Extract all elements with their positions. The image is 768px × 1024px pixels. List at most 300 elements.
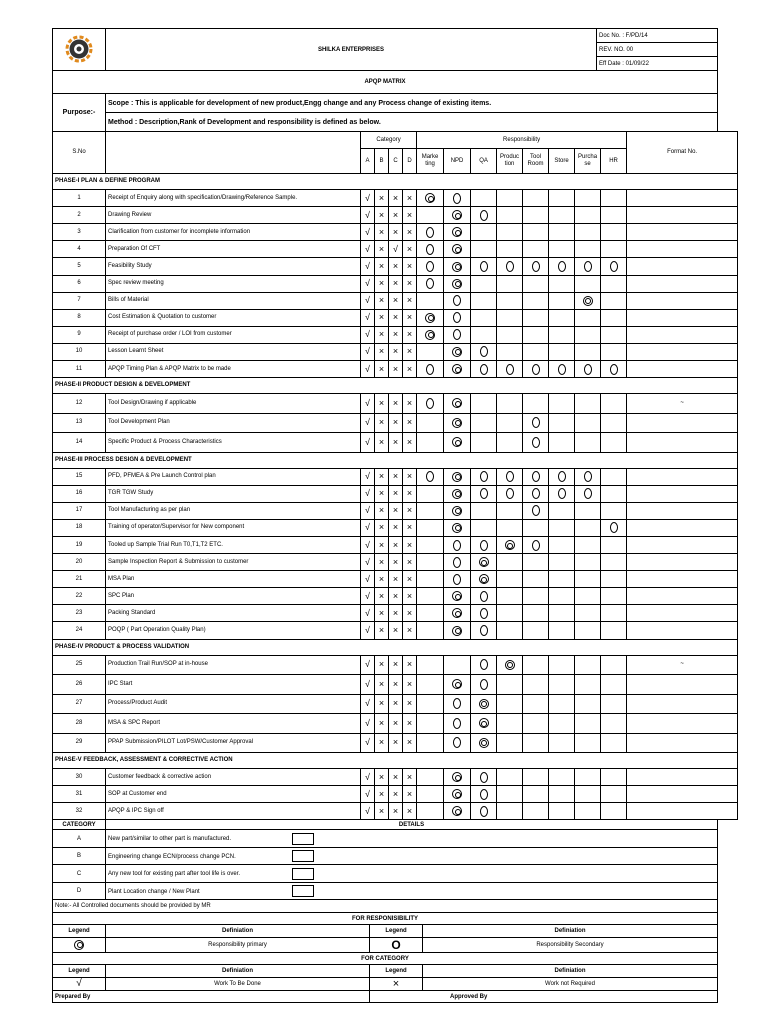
responsibility-cell (549, 394, 575, 414)
responsibility-cell (444, 733, 471, 753)
category-mark: × (389, 588, 403, 605)
activity-description: TGR TGW Study (106, 485, 361, 502)
category-mark: × (375, 468, 389, 485)
secondary-responsibility-icon (426, 364, 434, 375)
format-number: ~ (627, 394, 738, 414)
responsibility-cell (549, 433, 575, 453)
row-number: 3 (53, 224, 106, 241)
secondary-responsibility-icon (480, 346, 488, 357)
row-number: 30 (53, 769, 106, 786)
responsibility-cell (444, 190, 471, 207)
phase-row (53, 174, 738, 190)
responsibility-cell (601, 733, 627, 753)
responsibility-cell (497, 803, 523, 820)
responsibility-cell (523, 468, 549, 485)
category-mark: × (389, 519, 403, 536)
responsibility-cell (497, 675, 523, 695)
responsibility-cell (471, 468, 497, 485)
responsibility-cell (575, 694, 601, 714)
responsibility-cell (549, 241, 575, 258)
responsibility-cell (497, 207, 523, 224)
responsibility-cell (601, 485, 627, 502)
secondary-responsibility-icon (480, 772, 488, 783)
format-number (627, 190, 738, 207)
category-mark: × (403, 519, 417, 536)
table-row (53, 413, 738, 433)
primary-responsibility-icon (452, 227, 462, 237)
secondary-responsibility-icon (558, 364, 566, 375)
category-mark: × (375, 326, 389, 343)
secondary-responsibility-icon (610, 261, 618, 272)
responsibility-cell (444, 485, 471, 502)
responsibility-cell (601, 343, 627, 360)
responsibility-cell (601, 224, 627, 241)
category-mark: × (403, 786, 417, 803)
row-number: 2 (53, 207, 106, 224)
category-mark: × (389, 361, 403, 378)
primary-responsibility-icon (452, 772, 462, 782)
responsibility-cell (444, 275, 471, 292)
sno-header: S.No (53, 132, 106, 174)
secondary-responsibility-icon (480, 608, 488, 619)
table-row (53, 190, 738, 207)
responsibility-cell (601, 207, 627, 224)
category-mark: × (375, 714, 389, 734)
role-col-0: Marke ting (417, 149, 444, 174)
responsibility-cell (575, 519, 601, 536)
responsibility-cell (417, 733, 444, 753)
responsibility-cell (601, 803, 627, 820)
category-mark: √ (361, 571, 375, 588)
category-mark: × (403, 554, 417, 571)
category-mark: × (403, 675, 417, 695)
responsibility-cell (471, 361, 497, 378)
category-mark: × (375, 769, 389, 786)
category-mark: × (375, 485, 389, 502)
category-mark: × (389, 190, 403, 207)
category-mark: × (403, 502, 417, 519)
category-mark: √ (361, 694, 375, 714)
primary-responsibility-icon (452, 608, 462, 618)
responsibility-cell (601, 258, 627, 275)
category-mark: × (375, 394, 389, 414)
responsibility-cell (444, 224, 471, 241)
secondary-responsibility-icon (480, 364, 488, 375)
secondary-responsibility-icon (453, 574, 461, 585)
responsibility-cell (523, 241, 549, 258)
responsibility-cell (497, 292, 523, 309)
responsibility-cell (575, 361, 601, 378)
responsibility-cell (444, 413, 471, 433)
category-mark: √ (361, 519, 375, 536)
responsibility-cell (523, 433, 549, 453)
responsibility-cell (575, 588, 601, 605)
table-row (53, 292, 738, 309)
approved-by: Approved By (370, 990, 718, 1003)
responsibility-cell (575, 786, 601, 803)
responsibility-cell (575, 675, 601, 695)
category-mark: × (389, 485, 403, 502)
responsibility-cell (471, 622, 497, 639)
responsibility-cell (549, 694, 575, 714)
responsibility-cell (444, 786, 471, 803)
role-col-1: NPD (444, 149, 471, 174)
secondary-responsibility-icon (480, 488, 488, 499)
responsibility-cell (549, 554, 575, 571)
activity-description: Process/Product Audit (106, 694, 361, 714)
secondary-responsibility-icon (584, 364, 592, 375)
secondary-responsibility-icon (480, 625, 488, 636)
responsibility-cell (444, 655, 471, 675)
secondary-responsibility-icon (584, 488, 592, 499)
responsibility-cell (523, 326, 549, 343)
responsibility-cell (444, 309, 471, 326)
category-mark: × (389, 655, 403, 675)
responsibility-cell (497, 485, 523, 502)
category-mark: √ (361, 275, 375, 292)
responsibility-cell (549, 588, 575, 605)
category-mark: × (375, 675, 389, 695)
responsibility-cell (444, 588, 471, 605)
category-mark: × (375, 786, 389, 803)
category-mark: √ (361, 622, 375, 639)
secondary-responsibility-icon (453, 540, 461, 551)
category-mark: × (403, 769, 417, 786)
responsibility-cell (575, 468, 601, 485)
row-number: 12 (53, 394, 106, 414)
responsibility-cell (575, 571, 601, 588)
format-number: ~ (627, 655, 738, 675)
phase-title: PHASE-I PLAN & DEFINE PROGRAM (53, 174, 738, 190)
responsibility-cell (549, 605, 575, 622)
responsibility-cell (601, 675, 627, 695)
table-row (53, 361, 738, 378)
row-number: 14 (53, 433, 106, 453)
category-col-b: B (375, 149, 389, 174)
responsibility-cell (497, 502, 523, 519)
note-text: Note:- All Controlled documents should be provided by MR (53, 900, 718, 913)
revision-number: REV. NO. 00 (597, 43, 718, 57)
definition-header: Definiation (423, 965, 718, 978)
category-mark: × (389, 537, 403, 554)
responsibility-cell (471, 241, 497, 258)
category-mark: √ (361, 292, 375, 309)
responsibility-cell (444, 537, 471, 554)
responsibility-cell (549, 258, 575, 275)
responsibility-cell (497, 413, 523, 433)
responsibility-cell (471, 733, 497, 753)
category-mark: × (389, 343, 403, 360)
role-col-3: Produc tion (497, 149, 523, 174)
responsibility-cell (601, 694, 627, 714)
responsibility-cell (417, 275, 444, 292)
responsibility-cell (471, 343, 497, 360)
format-number (627, 803, 738, 820)
category-mark: × (375, 224, 389, 241)
primary-responsibility-icon (479, 574, 489, 584)
responsibility-cell (575, 537, 601, 554)
secondary-responsibility-icon (480, 659, 488, 670)
category-detail (106, 865, 718, 883)
row-number: 32 (53, 803, 106, 820)
responsibility-cell (417, 361, 444, 378)
responsibility-cell (575, 803, 601, 820)
primary-responsibility-icon (583, 296, 593, 306)
responsibility-cell (549, 571, 575, 588)
format-number (627, 769, 738, 786)
responsibility-cell (417, 571, 444, 588)
responsibility-cell (444, 769, 471, 786)
responsibility-cell (417, 675, 444, 695)
category-mark: × (403, 326, 417, 343)
category-row (53, 865, 718, 883)
category-mark: √ (361, 394, 375, 414)
row-number: 6 (53, 275, 106, 292)
responsibility-cell (417, 394, 444, 414)
responsibility-cell (575, 769, 601, 786)
category-mark: × (403, 588, 417, 605)
responsibility-cell (575, 554, 601, 571)
purpose-label: Purpose:- (53, 94, 106, 132)
activity-description: Spec review meeting (106, 275, 361, 292)
responsibility-cell (471, 413, 497, 433)
responsibility-cell (497, 258, 523, 275)
role-col-2: QA (471, 149, 497, 174)
primary-responsibility-icon (452, 679, 462, 689)
category-text: Engineering change ECN/process change PCN. (108, 853, 236, 860)
responsibility-cell (523, 655, 549, 675)
activity-description: APQP & IPC Sign off (106, 803, 361, 820)
responsibility-cell (471, 433, 497, 453)
responsibility-cell (497, 361, 523, 378)
company-logo (53, 29, 106, 71)
responsibility-cell (417, 190, 444, 207)
format-number (627, 413, 738, 433)
table-row (53, 769, 738, 786)
responsibility-cell (601, 326, 627, 343)
category-mark: × (375, 622, 389, 639)
responsibility-cell (471, 394, 497, 414)
responsibility-cell (601, 190, 627, 207)
responsibility-cell (497, 394, 523, 414)
primary-responsibility-icon (452, 789, 462, 799)
category-mark: × (389, 694, 403, 714)
responsibility-cell (549, 275, 575, 292)
table-row (53, 326, 738, 343)
responsibility-cell (523, 803, 549, 820)
row-number: 21 (53, 571, 106, 588)
category-col-d: D (403, 149, 417, 174)
table-row (53, 537, 738, 554)
activity-description: Tool Design/Drawing if applicable (106, 394, 361, 414)
table-row (53, 343, 738, 360)
table-row (53, 694, 738, 714)
responsibility-cell (549, 413, 575, 433)
responsibility-cell (549, 292, 575, 309)
format-number (627, 588, 738, 605)
responsibility-cell (497, 655, 523, 675)
apqp-document (52, 28, 717, 1003)
category-mark: × (389, 413, 403, 433)
category-checkbox[interactable] (292, 868, 314, 880)
activity-description: Receipt of Enquiry along with specification/Drawing/Reference Sample. (106, 190, 361, 207)
category-mark: × (403, 309, 417, 326)
category-mark: × (389, 394, 403, 414)
secondary-responsibility-icon (532, 505, 540, 516)
responsibility-cell (417, 343, 444, 360)
category-table (52, 819, 718, 900)
primary-responsibility-icon (479, 738, 489, 748)
category-mark: × (375, 241, 389, 258)
category-mark: √ (361, 588, 375, 605)
prepared-by: Prepared By (53, 990, 370, 1003)
responsibility-cell (601, 554, 627, 571)
activity-description: Tooled up Sample Trial Run T0,T1,T2 ETC. (106, 537, 361, 554)
responsibility-cell (523, 394, 549, 414)
category-mark: × (389, 275, 403, 292)
responsibility-cell (523, 485, 549, 502)
responsibility-cell (497, 309, 523, 326)
role-col-6: Purcha se (575, 149, 601, 174)
secondary-responsibility-icon (532, 417, 540, 428)
table-row (53, 675, 738, 695)
category-mark: × (375, 190, 389, 207)
category-row (53, 830, 718, 848)
responsibility-cell (523, 258, 549, 275)
secondary-responsibility-icon (610, 522, 618, 533)
primary-responsibility-icon (452, 437, 462, 447)
legend-header: Legend (53, 925, 106, 938)
category-mark: × (375, 519, 389, 536)
activity-description: PFD, PFMEA & Pre Launch Control plan (106, 468, 361, 485)
responsibility-cell (417, 241, 444, 258)
category-row (53, 847, 718, 865)
category-checkbox[interactable] (292, 833, 314, 845)
responsibility-cell (417, 622, 444, 639)
primary-responsibility-icon (452, 364, 462, 374)
secondary-responsibility-icon (532, 540, 540, 551)
category-mark: √ (361, 485, 375, 502)
responsibility-cell (471, 326, 497, 343)
category-mark: × (403, 485, 417, 502)
responsibility-cell (471, 519, 497, 536)
category-col-a: A (361, 149, 375, 174)
primary-responsibility-icon (479, 718, 489, 728)
responsibility-cell (444, 519, 471, 536)
responsibility-cell (417, 326, 444, 343)
row-number: 26 (53, 675, 106, 695)
category-mark: √ (361, 207, 375, 224)
responsibility-cell (471, 571, 497, 588)
format-number (627, 605, 738, 622)
double-circle-icon (74, 940, 84, 950)
table-row (53, 258, 738, 275)
responsibility-cell (601, 605, 627, 622)
category-mark: √ (361, 554, 375, 571)
responsibility-cell (471, 803, 497, 820)
responsibility-cell (417, 769, 444, 786)
responsibility-cell (575, 326, 601, 343)
format-number (627, 502, 738, 519)
responsibility-cell (471, 485, 497, 502)
secondary-responsibility-icon (532, 471, 540, 482)
activity-description: Receipt of purchase order / LOI from customer (106, 326, 361, 343)
category-mark: √ (361, 786, 375, 803)
responsibility-cell (601, 361, 627, 378)
category-mark: × (375, 537, 389, 554)
secondary-responsibility-icon (426, 398, 434, 409)
primary-responsibility-icon (452, 591, 462, 601)
phase-row (53, 753, 738, 769)
responsibility-cell (497, 241, 523, 258)
responsibility-cell (523, 502, 549, 519)
category-mark: × (375, 554, 389, 571)
responsibility-cell (497, 275, 523, 292)
responsibility-cell (549, 309, 575, 326)
row-number: 31 (53, 786, 106, 803)
format-number (627, 326, 738, 343)
primary-responsibility-icon (452, 279, 462, 289)
responsibility-cell (575, 241, 601, 258)
activity-description: SOP at Customer end (106, 786, 361, 803)
primary-responsibility-icon (452, 523, 462, 533)
category-checkbox[interactable] (292, 885, 314, 897)
responsibility-cell (523, 537, 549, 554)
responsibility-cell (601, 571, 627, 588)
responsibility-cell (549, 519, 575, 536)
primary-responsibility-icon (425, 330, 435, 340)
secondary-responsibility-icon (532, 261, 540, 272)
responsibility-cell (497, 733, 523, 753)
responsibility-cell (471, 275, 497, 292)
secondary-responsibility-icon (480, 261, 488, 272)
table-row (53, 571, 738, 588)
responsibility-cell (523, 361, 549, 378)
responsibility-cell (497, 554, 523, 571)
responsibility-cell (471, 224, 497, 241)
responsibility-cell (471, 786, 497, 803)
responsibility-cell (523, 554, 549, 571)
responsibility-cell (417, 258, 444, 275)
responsibility-cell (471, 207, 497, 224)
responsibility-cell (575, 413, 601, 433)
responsibility-cell (471, 309, 497, 326)
doc-number: Doc No. : F/PD/14 (597, 29, 718, 43)
responsibility-cell (549, 361, 575, 378)
secondary-symbol: O (370, 937, 423, 952)
responsibility-cell (497, 622, 523, 639)
category-checkbox[interactable] (292, 850, 314, 862)
table-row (53, 309, 738, 326)
format-number (627, 258, 738, 275)
primary-responsibility-icon (452, 506, 462, 516)
primary-responsibility-icon (479, 699, 489, 709)
responsibility-cell (601, 433, 627, 453)
responsibility-cell (523, 519, 549, 536)
responsibility-cell (471, 258, 497, 275)
category-mark: × (389, 769, 403, 786)
row-number: 5 (53, 258, 106, 275)
secondary-responsibility-icon (453, 312, 461, 323)
responsibility-cell (523, 694, 549, 714)
responsibility-cell (417, 224, 444, 241)
activity-description: MSA & SPC Report (106, 714, 361, 734)
primary-responsibility-icon (452, 418, 462, 428)
activity-description: Cost Estimation & Quotation to customer (106, 309, 361, 326)
format-number (627, 519, 738, 536)
responsibility-cell (444, 433, 471, 453)
responsibility-cell (601, 241, 627, 258)
